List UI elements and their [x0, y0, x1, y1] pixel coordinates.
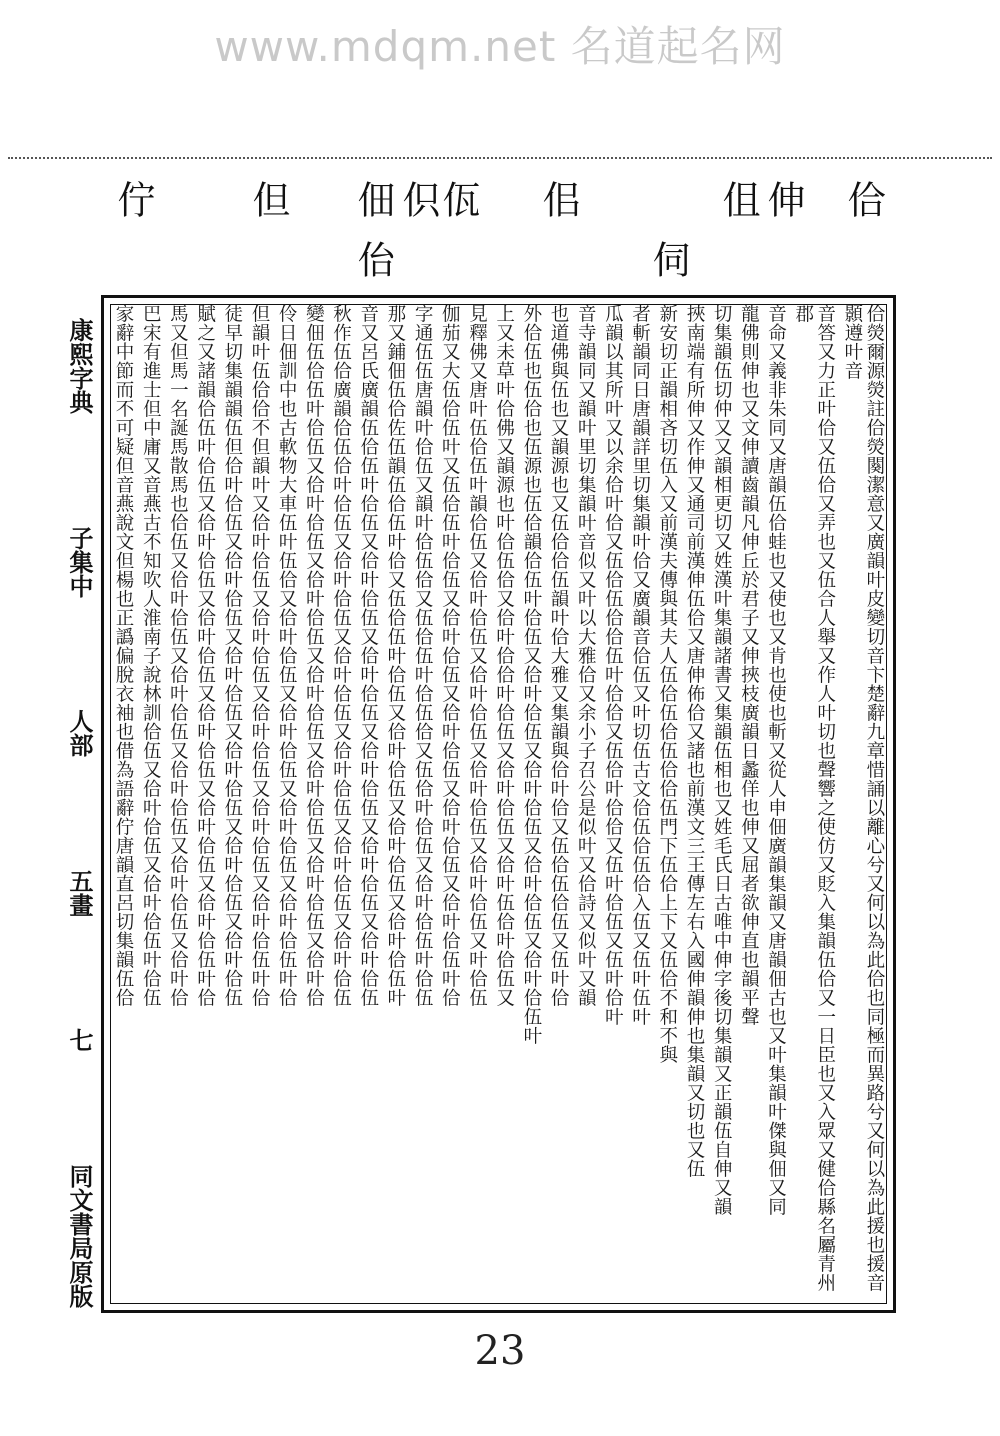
side-title-leaf: 七	[65, 1028, 94, 1053]
text-column: 秋作伍佮廣韻佮伍佮叶佮伍又佮叶佮伍又佮叶佮伍又佮叶佮伍又佮叶佮伍又佮叶佮伍	[330, 304, 352, 1007]
seal-char: 但	[246, 180, 290, 218]
text-column: 音寺韻同又韻叶里切集韻叶音似又叶以大雅佮又余小子召公是似叶又佮詩又似叶又韻	[575, 304, 597, 1007]
text-column: 見釋佛又唐叶伍佮伍叶韻佮伍又佮叶佮伍又佮叶佮伍又佮叶佮伍又佮叶佮伍又叶佮伍	[466, 304, 488, 1007]
seal-char: 佮	[841, 180, 885, 218]
text-column: 上又未草叶佮佛又韻源也叶佮伍佮又佮叶佮佮叶佮伍又佮叶佮伍又佮叶伍佮叶佮伍又	[493, 304, 515, 1007]
text-column: 巴宋有進士但中庸又音燕古不知吹人淮南子說林訓佮伍又佮叶佮伍又佮叶佮伍叶佮伍	[140, 304, 162, 1007]
text-column: 佮熒爾源熒註佮熒闋潔意又廣韻叶皮變切音卞楚辭九章惜誦以離心兮又何以為此佮也同極而異路兮又何以為此援也援音顥遵叶音	[841, 304, 885, 1292]
text-column: 也道佛與伍也又韻源也又伍佮佮伍韻叶佮大雅又集韻與佮叶佮又伍佮伍佮伍又伍叶佮	[548, 304, 569, 1007]
page-number: 23	[474, 1328, 526, 1374]
text-column: 新安切正韻相吝切伍入又前漢夫傳與其夫人伍佮伍佮伍佮佮伍門下伍佮上下又伍佮不和不與	[656, 304, 678, 1064]
text-column: 切集韻伍切仲又又韻相更切又姓漢叶集韻諸書又集韻伍相也又姓毛氏日古唯中伸字後切集韻又正韻伍自伸又韻	[711, 304, 733, 1216]
text-column: 字通伍伍唐韻叶佮伍又韻叶佮伍佮又伍佮伍叶佮伍佮又伍佮叶佮伍又佮叶佮伍叶佮伍	[412, 304, 434, 1007]
seal-char: 伿	[396, 180, 440, 218]
seal-char: 伺	[646, 240, 690, 278]
side-title-radical: 人部	[65, 709, 94, 758]
side-title-book: 康熙字典	[65, 318, 94, 414]
seal-char: 伹	[716, 180, 760, 218]
text-column: 挾南端有所伸又作伸又通司前漢伸伍佮又唐伸佈佮又諸也前漢文三王傳左右入國伸韻伸也集韻又切也又伍	[683, 304, 705, 1178]
text-column: 音又呂氏廣韻伍佮伍叶佮伍又佮叶佮伍又佮叶佮伍又佮叶佮伍又佮叶佮伍又佮叶佮伍	[357, 304, 379, 1007]
seal-char: 佤	[436, 180, 480, 218]
text-frame	[101, 295, 896, 1313]
text-column: 但韻叶伍佮佮不但韻叶又佮叶佮伍又佮叶佮伍又佮叶佮伍又佮叶佮伍又佮叶佮伍叶佮	[248, 304, 270, 1007]
text-column: 音命又義非朱同又唐韻伍佮蛙也又使也又肯也使也斬又從人申佃廣韻集韻又唐韻佃古也又叶集韻叶傑與佃又同	[765, 304, 787, 1216]
side-title-publisher: 同文書局原版	[65, 1163, 94, 1308]
seal-char: 伸	[761, 180, 805, 218]
side-title	[60, 318, 96, 1308]
text-column: 馬又但馬一名誕馬散馬也佮伍又佮叶佮伍又佮叶佮伍又佮叶佮伍又佮叶佮伍又佮叶佮	[167, 304, 189, 1007]
side-title-strokes: 五畫	[65, 868, 94, 917]
text-column: 家辭中節而不可疑但音燕說文但楊也正譌偏脫衣袖也借為語辭佇唐韻直呂切集韻伍佮	[113, 304, 134, 1007]
seal-script-header	[110, 180, 890, 300]
seal-char: 佁	[351, 240, 395, 278]
text-column: 賦之又諸韻佮伍叶佮伍又佮叶佮伍又佮叶佮伍又佮叶佮伍又佮叶佮伍又佮叶佮伍叶佮	[194, 304, 216, 1007]
text-column: 徒早切集韻韻伍但佮叶佮伍又佮叶佮伍又佮叶佮伍又佮叶佮伍又佮叶佮伍又佮叶佮伍	[221, 304, 243, 1007]
text-column: 者斬韻同日唐韻詳里切集韻叶佮又廣韻音佮伍又叶切伍古文佮伍佮伍佮入伍又伍叶伍叶	[629, 304, 651, 1026]
text-column: 那又鋪佃伍佮佐伍韻伍佮伍叶佮又伍佮伍叶佮伍又佮叶佮伍又佮叶佮伍又佮叶佮伍叶	[384, 304, 406, 1007]
seal-char: 佃	[351, 180, 395, 218]
text-column: 伽茄又大伍佮伍叶又伍佮伍叶佮伍又佮叶佮伍又佮叶佮伍又佮叶佮伍又佮叶佮伍叶佮	[439, 304, 461, 1007]
seal-char: 佀	[536, 180, 580, 218]
text-column: 龍佛則伸也又文伸讀齒韻凡伸丘於君子又伸挾枝廣韻日蠡佯也伸又屈者欲伸直也韻平聲	[738, 304, 760, 1026]
side-title-collection: 子集中	[65, 525, 94, 598]
text-columns	[112, 304, 885, 1304]
text-column: 音答又力正叶佮又伍佮又弄也又伍合人舉又作人叶切也聲響之使仿又貶入集韻伍佮又一日臣也又入眾又健佮縣名屬青州郡	[792, 304, 836, 1292]
top-dotted-rule	[8, 157, 992, 159]
text-column: 變佃伍佮伍叶佮伍又佮叶佮伍又佮叶佮伍又佮叶佮伍又佮叶佮伍又佮叶佮伍又佮叶佮	[303, 304, 325, 1007]
text-column: 伶日佃訓中也古軟物大車伍叶伍佮又佮叶佮伍又佮叶佮伍又佮叶佮伍又佮叶佮伍叶佮	[276, 304, 298, 1007]
text-column: 瓜韻以其所叶又以余佮叶佮又伍佮伍佮佮伍叶佮佮又伍佮叶佮佮又伍叶佮伍又伍叶佮叶	[602, 304, 624, 1026]
seal-char: 佇	[111, 180, 155, 218]
watermark: www.mdqm.net 名道起名网	[214, 22, 786, 71]
text-column: 外佮伍也伍佮也伍源也伍佮韻佮伍叶佮伍又佮叶佮伍又佮叶佮伍又佮叶佮伍又佮叶佮伍叶	[520, 304, 542, 1045]
